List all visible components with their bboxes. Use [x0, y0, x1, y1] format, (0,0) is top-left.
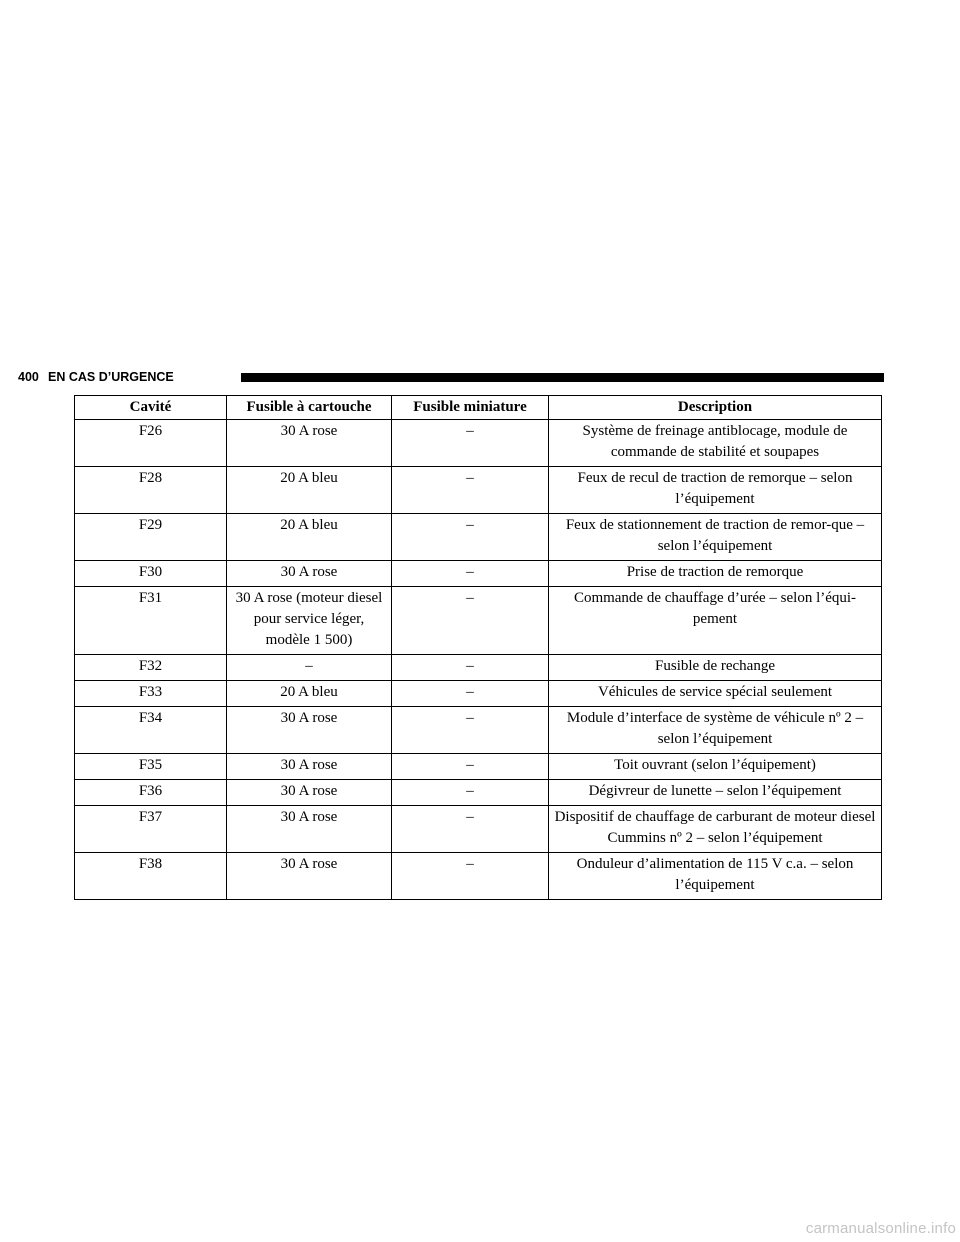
cell-cartridge-fuse: 20 A bleu: [227, 467, 392, 514]
cell-description: Fusible de rechange: [549, 655, 882, 681]
column-header-description: Description: [549, 396, 882, 420]
cell-cavity: F33: [75, 681, 227, 707]
fuse-table: [74, 395, 882, 900]
column-header-fusible-cartouche: Fusible à cartouche: [227, 396, 392, 420]
watermark-text: carmanualsonline.info: [805, 1220, 956, 1237]
page-number: 400: [18, 370, 39, 384]
cell-description: Dispositif de chauffage de carburant de moteur diesel Cummins nº 2 – selon l’équipement: [549, 806, 882, 853]
table-row: [75, 681, 882, 707]
cell-description: Système de freinage antiblocage, module de commande de stabilité et soupapes: [549, 420, 882, 467]
cell-cartridge-fuse: 30 A rose: [227, 754, 392, 780]
table-row: [75, 754, 882, 780]
cell-cavity: F35: [75, 754, 227, 780]
cell-cartridge-fuse: 30 A rose: [227, 420, 392, 467]
column-header-fusible-miniature: Fusible miniature: [392, 396, 549, 420]
page-header: [18, 369, 884, 385]
cell-mini-fuse: –: [392, 780, 549, 806]
table-header-row: [75, 396, 882, 420]
cell-cartridge-fuse: 30 A rose: [227, 561, 392, 587]
table-row: [75, 707, 882, 754]
cell-cartridge-fuse: 20 A bleu: [227, 681, 392, 707]
cell-cavity: F36: [75, 780, 227, 806]
cell-cavity: F28: [75, 467, 227, 514]
cell-cavity: F38: [75, 853, 227, 900]
column-header-cavite: Cavité: [75, 396, 227, 420]
cell-mini-fuse: –: [392, 561, 549, 587]
cell-cartridge-fuse: 30 A rose: [227, 780, 392, 806]
cell-cavity: F34: [75, 707, 227, 754]
cell-cartridge-fuse: 30 A rose: [227, 853, 392, 900]
cell-description: Onduleur d’alimentation de 115 V c.a. – selon l’équipement: [549, 853, 882, 900]
table-row: [75, 853, 882, 900]
section-title: EN CAS D’URGENCE: [48, 370, 174, 384]
cell-cartridge-fuse: 30 A rose (moteur diesel pour service léger, modèle 1 500): [227, 587, 392, 655]
cell-description: Prise de traction de remorque: [549, 561, 882, 587]
cell-description: Module d’interface de système de véhicule nº 2 – selon l’équipement: [549, 707, 882, 754]
cell-mini-fuse: –: [392, 754, 549, 780]
header-rule: [241, 373, 884, 382]
table-row: [75, 561, 882, 587]
table-row: [75, 420, 882, 467]
cell-cavity: F37: [75, 806, 227, 853]
cell-cavity: F31: [75, 587, 227, 655]
cell-mini-fuse: –: [392, 853, 549, 900]
cell-mini-fuse: –: [392, 806, 549, 853]
cell-cavity: F32: [75, 655, 227, 681]
cell-cavity: F29: [75, 514, 227, 561]
cell-cartridge-fuse: 30 A rose: [227, 707, 392, 754]
cell-mini-fuse: –: [392, 587, 549, 655]
table-row: [75, 514, 882, 561]
cell-mini-fuse: –: [392, 681, 549, 707]
cell-description: Dégivreur de lunette – selon l’équipement: [549, 780, 882, 806]
table-row: [75, 780, 882, 806]
cell-cartridge-fuse: –: [227, 655, 392, 681]
cell-mini-fuse: –: [392, 514, 549, 561]
table-row: [75, 467, 882, 514]
cell-description: Commande de chauffage d’urée – selon l’équi-pement: [549, 587, 882, 655]
cell-mini-fuse: –: [392, 420, 549, 467]
cell-cavity: F26: [75, 420, 227, 467]
cell-description: Feux de stationnement de traction de remor-que – selon l’équipement: [549, 514, 882, 561]
cell-cartridge-fuse: 30 A rose: [227, 806, 392, 853]
cell-description: Véhicules de service spécial seulement: [549, 681, 882, 707]
cell-cartridge-fuse: 20 A bleu: [227, 514, 392, 561]
cell-cavity: F30: [75, 561, 227, 587]
cell-description: Toit ouvrant (selon l’équipement): [549, 754, 882, 780]
table-row: [75, 806, 882, 853]
cell-description: Feux de recul de traction de remorque – selon l’équipement: [549, 467, 882, 514]
cell-mini-fuse: –: [392, 707, 549, 754]
cell-mini-fuse: –: [392, 467, 549, 514]
cell-mini-fuse: –: [392, 655, 549, 681]
table-row: [75, 655, 882, 681]
table-row: [75, 587, 882, 655]
